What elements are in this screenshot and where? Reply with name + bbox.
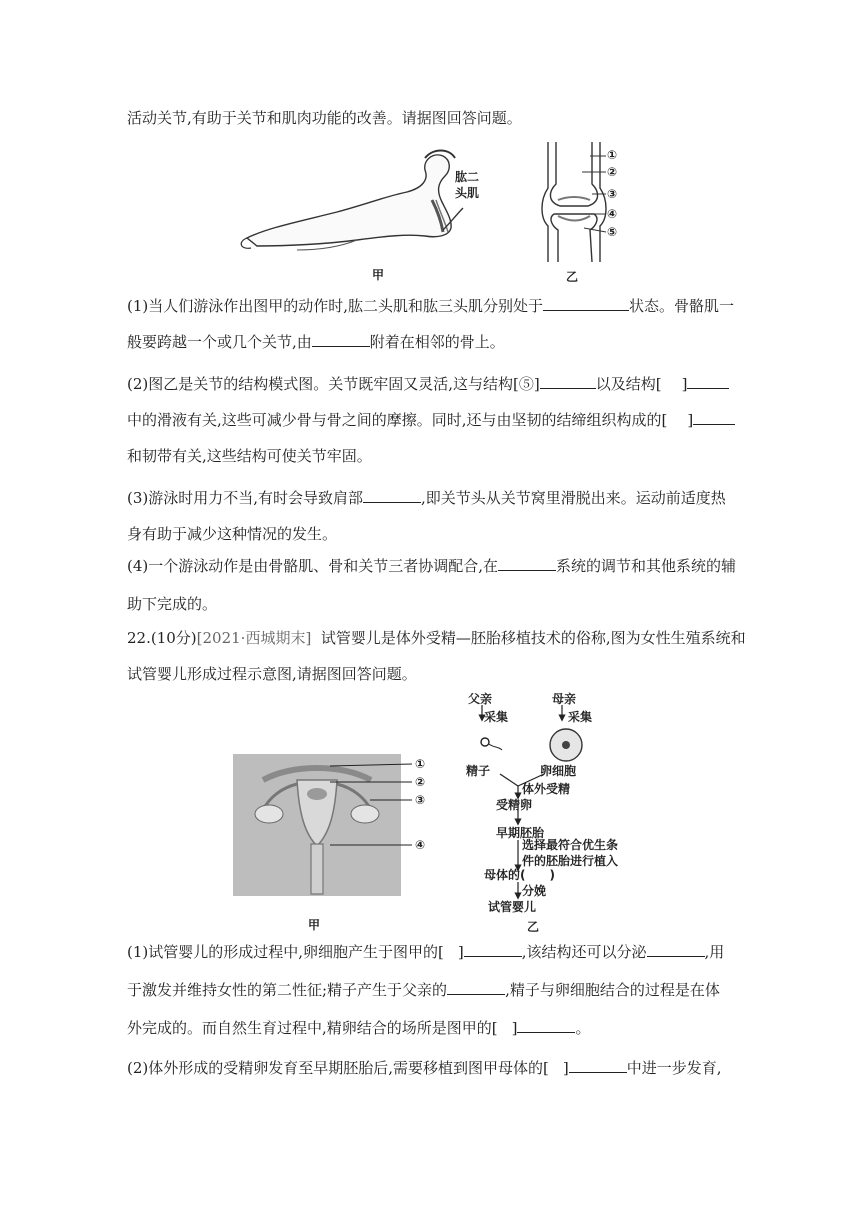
joint-mark-3: ③ (607, 187, 618, 201)
q21-part1-line2: 般要跨越一个或几个关节,由 附着在相邻的骨上。 (127, 333, 505, 351)
flow-egg: 卵细胞 (540, 764, 577, 778)
flow-father-collect: 采集 (484, 710, 509, 724)
repro-mark-3: ③ (415, 793, 426, 807)
q21-part2-line3: 和韧带有关,这些结构可使关节牢固。 (127, 447, 372, 465)
q21-part2-line1: (2)图乙是关节的结构模式图。关节既牢固又灵活,这与结构[⑤] 以及结构[ ] (127, 374, 729, 394)
flow-select-line1: 选择最符合优生条 (522, 838, 619, 852)
figure-2-caption-right: 乙 (527, 920, 540, 934)
q22-part1-line3: 外完成的。而自然生育过程中,精卵结合的场所是图甲的[ ] 。 (127, 1019, 591, 1037)
repro-mark-2: ② (415, 775, 426, 789)
flow-baby: 试管婴儿 (488, 900, 537, 914)
q21-part2-line2: 中的滑液有关,这些可减少骨与骨之间的摩擦。同时,还与由坚韧的结缔组织构成的[ ] (127, 410, 735, 430)
figure-1-caption-right: 乙 (566, 270, 579, 284)
repro-mark-1: ① (415, 757, 426, 771)
biceps-label-2: 头肌 (455, 186, 480, 200)
q21-part3-line2: 身有助于减少这种情况的发生。 (127, 525, 338, 543)
flow-early-embryo: 早期胚胎 (496, 826, 545, 840)
q22-part1-line2: 于激发并维持女性的第二性征;精子产生于父亲的 ,精子与卵细胞结合的过程是在体 (127, 981, 720, 999)
q21-part4-line2: 助下完成的。 (127, 595, 218, 613)
biceps-label-1: 肱二 (455, 170, 480, 184)
flow-zygote: 受精卵 (496, 798, 533, 812)
joint-mark-4: ④ (607, 207, 618, 221)
figure-2-caption-left: 甲 (308, 918, 321, 932)
flow-mother: 母亲 (552, 692, 577, 706)
flow-ivf: 体外受精 (522, 782, 571, 796)
q21-part4-line1: (4)一个游泳动作是由骨骼肌、骨和关节三者协调配合,在 系统的调节和其他系统的辅 (127, 557, 737, 575)
q21-part3-line1: (3)游泳时用力不当,有时会导致肩部 ,即关节头从关节窝里滑脱出来。运动前适度热 (127, 489, 726, 507)
joint-mark-5: ⑤ (607, 225, 618, 239)
q22-part1-line1: (1)试管婴儿的形成过程中,卵细胞产生于图甲的[ ] ,该结构还可以分泌 ,用 (127, 943, 725, 961)
flow-sperm: 精子 (466, 764, 491, 778)
figure-2-leader-lines (330, 760, 420, 860)
joint-mark-2: ② (607, 165, 618, 179)
q22-header-line2: 试管婴儿形成过程示意图,请据图回答问题。 (127, 665, 417, 683)
q22-part2-line1: (2)体外形成的受精卵发育至早期胚胎后,需要移植到图甲母体的[ ] 中进一步发育, (127, 1059, 722, 1077)
intro-text: 活动关节,有助于关节和肌肉功能的改善。请据图回答问题。 (127, 109, 522, 127)
flow-birth: 分娩 (522, 884, 547, 898)
joint-mark-1: ① (607, 148, 618, 162)
repro-mark-4: ④ (415, 838, 426, 852)
q22-header-line1: 22.(10分)[2021·西城期末] 试管婴儿是体外受精—胚胎移植技术的俗称,图为女性生殖系统和 (127, 629, 746, 647)
q21-part1-line1: (1)当人们游泳作出图甲的动作时,肱二头肌和肱三头肌分别处于 状态。骨骼肌一 (127, 297, 735, 315)
figure-1-caption-left: 甲 (372, 268, 385, 282)
flow-father: 父亲 (468, 692, 493, 706)
flow-select-line2: 件的胚胎进行植入 (522, 854, 619, 868)
flow-mother-body: 母体的( ) (484, 868, 555, 882)
flow-mother-collect: 采集 (568, 710, 593, 724)
